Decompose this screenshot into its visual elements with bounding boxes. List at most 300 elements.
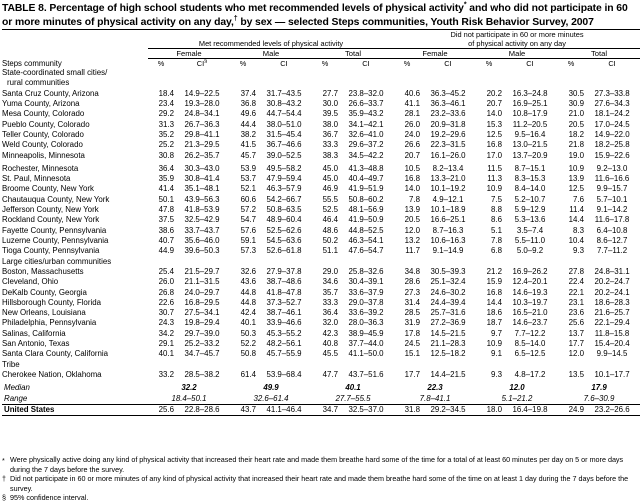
united-states-label: United States (2, 404, 148, 415)
cell-ci: 29.0–37.8 (348, 297, 384, 307)
row-label: Luzerne County, Pennsylvania (2, 235, 109, 245)
subheader-met-male: Male (230, 49, 312, 59)
cell-value: 14.0 (486, 109, 502, 119)
table-body (2, 68, 640, 416)
cell-ci: 16.1–26.0 (430, 150, 466, 160)
united-states-ci: 29.2–34.5 (420, 404, 476, 415)
cell-ci: 30.8–41.4 (184, 174, 220, 184)
cell-ci: 4.8–17.2 (514, 370, 546, 380)
cell-ci: 10.3–19.7 (512, 297, 548, 307)
cell-value: 20.7 (486, 99, 502, 109)
cell-value: 52.1 (240, 184, 256, 194)
cell-value: 24.5 (404, 339, 420, 349)
cell-value: 35.7 (322, 287, 338, 297)
cell-value: 23.6 (568, 308, 584, 318)
row-label: Santa Clara County, California (2, 349, 108, 359)
cell-value: 27.7 (322, 88, 338, 98)
cell-ci: 44.8–52.5 (348, 225, 384, 235)
cell-value: 41.5 (240, 140, 256, 150)
cell-ci: 10.1–18.9 (430, 205, 466, 215)
cell-ci: 31.5–45.4 (266, 130, 302, 139)
section-heading: State-coordinated small cities/ (2, 68, 108, 77)
cell-ci: 16.5–21.0 (512, 308, 548, 318)
cell-ci: 32.5–42.9 (184, 215, 220, 225)
cell-value: 40.7 (158, 235, 174, 245)
cell-value: 16.8 (486, 287, 502, 297)
cell-ci: 16.6–25.1 (430, 215, 466, 225)
cell-value: 21.0 (568, 109, 584, 119)
section-heading-row (2, 68, 640, 78)
cell-ci: 50.8–60.2 (348, 194, 384, 204)
cell-value: 45.0 (322, 174, 338, 184)
row-label: Yuma County, Arizona (2, 99, 80, 109)
united-states-value: 31.8 (394, 404, 420, 415)
cell-ci: 41.8–47.8 (266, 287, 302, 297)
row-label: Pueblo County, Colorado (2, 119, 90, 129)
cell-value: 7.6 (573, 194, 584, 204)
cell-ci: 12.5–18.2 (430, 349, 466, 359)
cell-value: 31.3 (158, 119, 174, 129)
cell-value: 26.8 (158, 287, 174, 297)
row-label: Boston, Massachusetts (2, 266, 84, 276)
row-label: San Antonio, Texas (2, 339, 70, 349)
cell-value: 40.8 (322, 339, 338, 349)
cell-value: 13.5 (568, 370, 584, 380)
cell-ci: 25.8–32.6 (348, 266, 384, 276)
cell-value: 35.9 (158, 174, 174, 184)
cell-ci: 5.9–12.9 (514, 205, 546, 215)
header-met-female-pct: % (148, 59, 174, 69)
united-states-row (2, 404, 640, 415)
cell-value: 30.8 (158, 150, 174, 160)
cell-ci: 6.4–10.8 (596, 225, 628, 235)
cell-value: 10.9 (568, 163, 584, 173)
cell-ci: 38.7–48.6 (266, 277, 302, 287)
cell-ci: 14.9–22.5 (184, 88, 220, 98)
cell-value: 7.8 (409, 194, 420, 204)
cell-value: 34.2 (158, 328, 174, 338)
median-value: 40.1 (345, 383, 361, 393)
cell-ci: 13.3–21.0 (430, 174, 466, 184)
header-spacer (2, 30, 148, 49)
row-label: Weld County, Colorado (2, 140, 83, 150)
footnote-marker: † (2, 474, 6, 484)
cell-ci: 52.5–62.6 (266, 225, 302, 235)
cell-value: 23.4 (158, 99, 174, 109)
cell-ci: 5.2–10.7 (514, 194, 546, 204)
cell-ci: 8.6–12.7 (596, 235, 628, 245)
table-row (2, 130, 640, 140)
cell-ci: 25.2–33.2 (184, 339, 220, 349)
title-suffix: by sex — selected Steps communities, Youth Risk Behavior Survey, 2007 (237, 16, 594, 28)
cell-ci: 10.8–17.9 (512, 109, 548, 119)
group-header-didnot-line2: of physical activity on any day (468, 39, 566, 48)
table-row (2, 236, 640, 246)
cell-value: 52.2 (240, 339, 256, 349)
cell-value: 9.3 (491, 370, 502, 380)
cell-ci: 14.6–19.3 (512, 287, 548, 297)
cell-ci: 24.4–39.4 (430, 297, 466, 307)
cell-ci: 8.5–14.0 (514, 339, 546, 349)
cell-value: 25.4 (158, 266, 174, 276)
header-met-male-ci: CI (256, 59, 312, 69)
cell-ci: 16.9–26.2 (512, 266, 548, 276)
cell-ci: 43.9–56.3 (184, 194, 220, 204)
table-row (2, 164, 640, 174)
cell-ci: 34.5–42.2 (348, 150, 384, 160)
header-ci-footnote-marker: § (204, 58, 208, 65)
table-row (2, 226, 640, 236)
cell-value: 22.1 (568, 287, 584, 297)
table-row (2, 318, 640, 328)
cell-value: 13.7 (568, 328, 584, 338)
cell-value: 40.6 (404, 88, 420, 98)
cell-value: 38.6 (158, 225, 174, 235)
cell-value: 60.6 (240, 194, 256, 204)
cell-value: 59.1 (240, 235, 256, 245)
table-row (2, 151, 640, 161)
cell-ci: 39.6–50.3 (184, 246, 220, 256)
group-header-didnot (394, 30, 640, 49)
cell-ci: 8.4–14.0 (514, 184, 546, 194)
cell-ci: 3.5–7.4 (516, 225, 544, 235)
row-label: Rochester, Minnesota (2, 163, 79, 173)
cell-ci: 20.9–31.8 (430, 119, 466, 129)
table-row (2, 195, 640, 205)
cell-ci: 13.7–20.9 (512, 150, 548, 160)
cell-value: 6.8 (491, 246, 502, 256)
table-row (2, 277, 640, 287)
cell-value: 30.7 (158, 308, 174, 318)
cell-ci: 9.2–13.0 (596, 163, 628, 173)
cell-value: 28.5 (404, 308, 420, 318)
cell-ci: 21.3–29.5 (184, 140, 220, 150)
table-bottom-rule (2, 416, 640, 417)
cell-value: 54.7 (240, 215, 256, 225)
cell-ci: 14.5–21.5 (430, 328, 466, 338)
cell-ci: 30.3–43.0 (184, 163, 220, 173)
united-states-value: 25.6 (148, 404, 174, 415)
cell-ci: 49.5–58.2 (266, 163, 302, 173)
cell-ci: 35.9–43.2 (348, 109, 384, 119)
subheader-didnot-female: Female (394, 49, 476, 59)
row-label: Jefferson County, New York (2, 205, 99, 215)
footnote-text: Were physically active doing any kind of physical activity that increased their heart rate and made them breathe hard some of the time for a total of at least 60 minutes per day on 5 or more days during the 7 days before the survey. (10, 455, 624, 474)
cell-value: 28.6 (404, 277, 420, 287)
cell-ci: 18.1–24.2 (594, 109, 630, 119)
cell-ci: 20.2–24.1 (594, 287, 630, 297)
cell-value: 14.4 (486, 297, 502, 307)
cell-value: 15.3 (486, 119, 502, 129)
cell-value: 27.3 (404, 287, 420, 297)
cell-ci: 39.0–52.5 (266, 150, 302, 160)
cell-value: 46.4 (322, 215, 338, 225)
cell-value: 9.7 (491, 328, 502, 338)
cell-ci: 4.9–12.1 (432, 194, 464, 204)
row-label: DeKalb County, Georgia (2, 287, 87, 297)
cell-value: 50.2 (322, 235, 338, 245)
section-heading: Tribe (2, 359, 20, 369)
cell-value: 12.0 (404, 225, 420, 235)
cell-ci: 46.3–54.1 (348, 235, 384, 245)
header-measure-row (2, 59, 640, 69)
header-met-total-pct: % (312, 59, 338, 69)
cell-value: 29.0 (322, 266, 338, 276)
cell-ci: 40.4–49.7 (348, 174, 384, 184)
cell-ci: 46.3–57.9 (266, 184, 302, 194)
cell-value: 27.8 (568, 266, 584, 276)
cell-value: 37.4 (240, 88, 256, 98)
cell-value: 17.7 (404, 370, 420, 380)
section-heading-row-2 (2, 78, 640, 88)
cell-value: 14.0 (404, 184, 420, 194)
range-value: 27.7–55.5 (335, 393, 371, 403)
cell-value: 16.8 (486, 140, 502, 150)
cell-ci: 43.7–51.6 (348, 370, 384, 380)
cell-ci: 19.8–29.4 (184, 318, 220, 328)
cell-ci: 50.8–63.5 (266, 205, 302, 215)
cell-ci: 41.3–48.8 (348, 163, 384, 173)
cell-ci: 37.7–44.0 (348, 339, 384, 349)
cell-value: 10.9 (486, 339, 502, 349)
section-heading: Large cities/urban communities (2, 256, 112, 266)
median-value: 17.9 (591, 383, 607, 393)
cell-ci: 27.3–33.8 (594, 88, 630, 98)
cell-value: 20.7 (404, 150, 420, 160)
row-label: Cleveland, Ohio (2, 277, 59, 287)
cell-value: 29.2 (158, 109, 174, 119)
cell-value: 50.3 (240, 328, 256, 338)
cell-ci: 41.9–50.9 (348, 215, 384, 225)
table-row (2, 370, 640, 380)
table-row (2, 349, 640, 359)
cell-value: 22.4 (568, 277, 584, 287)
row-label: Hillsborough County, Florida (2, 297, 101, 307)
cell-ci: 17.0–24.5 (594, 119, 630, 129)
cell-value: 52.5 (322, 205, 338, 215)
header-didnot-total-ci: CI (584, 59, 640, 69)
row-label: Santa Cruz County, Arizona (2, 88, 99, 98)
cell-ci: 10.1–17.7 (594, 370, 630, 380)
table-row (2, 205, 640, 215)
subheader-met-female: Female (148, 49, 230, 59)
row-label: Broome County, New York (2, 184, 94, 194)
cell-value: 33.3 (322, 140, 338, 150)
cell-ci: 47.6–54.7 (348, 246, 384, 256)
table-row (2, 99, 640, 109)
table-row (2, 298, 640, 308)
title-prefix: TABLE 8. Percentage of high school students who met recommended levels of physical activity (2, 3, 464, 14)
cell-ci: 27.9–37.8 (266, 266, 302, 276)
cell-ci: 10.1–19.2 (430, 184, 466, 194)
cell-value: 51.1 (322, 246, 338, 256)
cell-value: 37.5 (158, 215, 174, 225)
footnote (2, 455, 639, 474)
cell-ci: 24.8–34.1 (184, 109, 220, 119)
cell-ci: 38.7–46.1 (266, 308, 302, 318)
cell-ci: 29.8–41.1 (184, 130, 220, 139)
cell-value: 57.6 (240, 225, 256, 235)
table-row (2, 215, 640, 225)
cell-value: 20.5 (404, 215, 420, 225)
cell-ci: 54.5–63.6 (266, 235, 302, 245)
cell-ci: 27.2–36.9 (430, 318, 466, 328)
cell-ci: 38.0–51.0 (266, 119, 302, 129)
cell-ci: 26.7–36.3 (184, 119, 220, 129)
table-row (2, 120, 640, 130)
footnotes (2, 455, 639, 503)
cell-value: 44.8 (240, 287, 256, 297)
range-value: 7.6–30.9 (583, 393, 615, 403)
cell-value: 26.0 (404, 119, 420, 129)
cell-ci: 28.0–36.3 (348, 318, 384, 328)
cell-value: 12.0 (568, 349, 584, 359)
cell-value: 9.3 (573, 246, 584, 256)
cell-ci: 34.7–45.7 (184, 349, 220, 359)
header-ci-label: CI (196, 59, 205, 68)
cell-value: 17.0 (486, 150, 502, 160)
cell-ci: 31.7–43.5 (266, 88, 302, 98)
cell-ci: 5.7–10.1 (596, 194, 628, 204)
cell-value: 31.4 (404, 297, 420, 307)
cell-value: 10.9 (486, 184, 502, 194)
cell-value: 31.9 (404, 318, 420, 328)
cell-value: 46.9 (322, 184, 338, 194)
footnote (2, 474, 639, 493)
united-states-ci: 32.5–37.0 (338, 404, 394, 415)
cell-ci: 21.5–29.7 (184, 266, 220, 276)
cell-value: 49.6 (240, 109, 256, 119)
united-states-value: 43.7 (230, 404, 256, 415)
cell-ci: 23.2–33.6 (430, 109, 466, 119)
cell-ci: 11.6–16.6 (594, 174, 630, 184)
cell-ci: 52.6–61.8 (266, 246, 302, 256)
cell-value: 15.9 (486, 277, 502, 287)
cell-ci: 23.8–32.0 (348, 88, 384, 98)
footnote (2, 493, 639, 503)
cell-ci: 8.7–16.3 (432, 225, 464, 235)
cell-ci: 33.7–43.7 (184, 225, 220, 235)
row-label: Cherokee Nation, Oklahoma (2, 370, 102, 380)
cell-value: 24.0 (404, 130, 420, 139)
cell-ci: 5.3–13.6 (514, 215, 546, 225)
cell-value: 17.7 (568, 339, 584, 349)
cell-value: 13.9 (568, 174, 584, 184)
cell-ci: 21.1–31.5 (184, 277, 220, 287)
cell-value: 15.1 (404, 349, 420, 359)
cell-value: 9.1 (491, 349, 502, 359)
cell-ci: 9.5–16.4 (514, 130, 546, 139)
cell-value: 53.7 (240, 174, 256, 184)
median-label: Median (4, 383, 30, 393)
header-didnot-female-pct: % (394, 59, 420, 69)
cell-value: 29.1 (158, 339, 174, 349)
cell-value: 26.0 (158, 277, 174, 287)
cell-ci: 14.4–21.5 (430, 370, 466, 380)
median-value: 12.0 (509, 383, 525, 393)
header-met-male-pct: % (230, 59, 256, 69)
cell-ci: 35.1–48.1 (184, 184, 220, 194)
cell-ci: 37.3–52.7 (266, 297, 302, 307)
header-group-row (2, 30, 640, 49)
cell-ci: 33.6–37.9 (348, 287, 384, 297)
united-states-ci: 16.4–19.8 (502, 404, 558, 415)
cell-ci: 8.7–15.1 (514, 163, 546, 173)
cell-value: 45.0 (322, 163, 338, 173)
united-states-value: 34.7 (312, 404, 338, 415)
cell-value: 36.4 (322, 308, 338, 318)
cell-value: 24.3 (158, 318, 174, 328)
section-heading-row (2, 257, 640, 267)
cell-value: 7.5 (491, 194, 502, 204)
united-states-value: 24.9 (558, 404, 584, 415)
cell-value: 50.1 (158, 194, 174, 204)
cell-value: 32.6 (240, 266, 256, 276)
cell-ci: 9.9–15.7 (596, 184, 628, 194)
header-didnot-male-ci: CI (502, 59, 558, 69)
cell-ci: 44.7–54.4 (266, 109, 302, 119)
cell-ci: 48.1–56.9 (348, 205, 384, 215)
cell-ci: 33.6–39.2 (348, 308, 384, 318)
cell-value: 17.8 (404, 328, 420, 338)
header-met-total-ci: CI (338, 59, 394, 69)
table-row (2, 89, 640, 99)
united-states-ci: 22.8–28.6 (174, 404, 230, 415)
median-value: 32.2 (181, 383, 197, 393)
table-row (2, 288, 640, 298)
cell-value: 14.4 (568, 215, 584, 225)
cell-value: 34.6 (322, 277, 338, 287)
cell-value: 40.1 (240, 318, 256, 328)
cell-ci: 20.2–24.7 (594, 277, 630, 287)
cell-value: 8.3 (573, 225, 584, 235)
cell-value: 33.2 (158, 370, 174, 380)
row-label: Philadelphia, Pennsylvania (2, 318, 97, 328)
cell-value: 36.7 (322, 130, 338, 139)
cell-value: 18.2 (568, 130, 584, 139)
subheader-didnot-male: Male (476, 49, 558, 59)
cell-ci: 36.7–46.6 (266, 140, 302, 150)
header-met-female-ci (174, 59, 230, 69)
table-row (2, 109, 640, 119)
subheader-met-total: Total (312, 49, 394, 59)
cell-value: 36.8 (240, 99, 256, 109)
header-sex-row (2, 49, 640, 59)
cell-value: 50.8 (240, 349, 256, 359)
cell-value: 44.8 (240, 297, 256, 307)
header-sex-spacer (2, 49, 148, 59)
range-label: Range (4, 393, 28, 403)
cell-ci: 16.3–24.8 (512, 88, 548, 98)
cell-value: 48.6 (322, 225, 338, 235)
cell-ci: 45.3–55.2 (266, 328, 302, 338)
cell-value: 18.7 (486, 318, 502, 328)
cell-value: 39.5 (322, 109, 338, 119)
cell-value: 61.4 (240, 370, 256, 380)
cell-value: 28.1 (404, 109, 420, 119)
cell-value: 40.1 (158, 349, 174, 359)
header-didnot-total-pct: % (558, 59, 584, 69)
table-row (2, 339, 640, 349)
row-label: Rockland County, New York (2, 215, 100, 225)
cell-value: 25.2 (158, 140, 174, 150)
median-row (2, 383, 640, 393)
row-label: Teller County, Colorado (2, 130, 84, 139)
row-label: Salinas, California (2, 328, 66, 338)
cell-value: 36.4 (158, 163, 174, 173)
cell-value: 25.6 (568, 318, 584, 328)
table-bottom-rule-cell (2, 416, 640, 417)
